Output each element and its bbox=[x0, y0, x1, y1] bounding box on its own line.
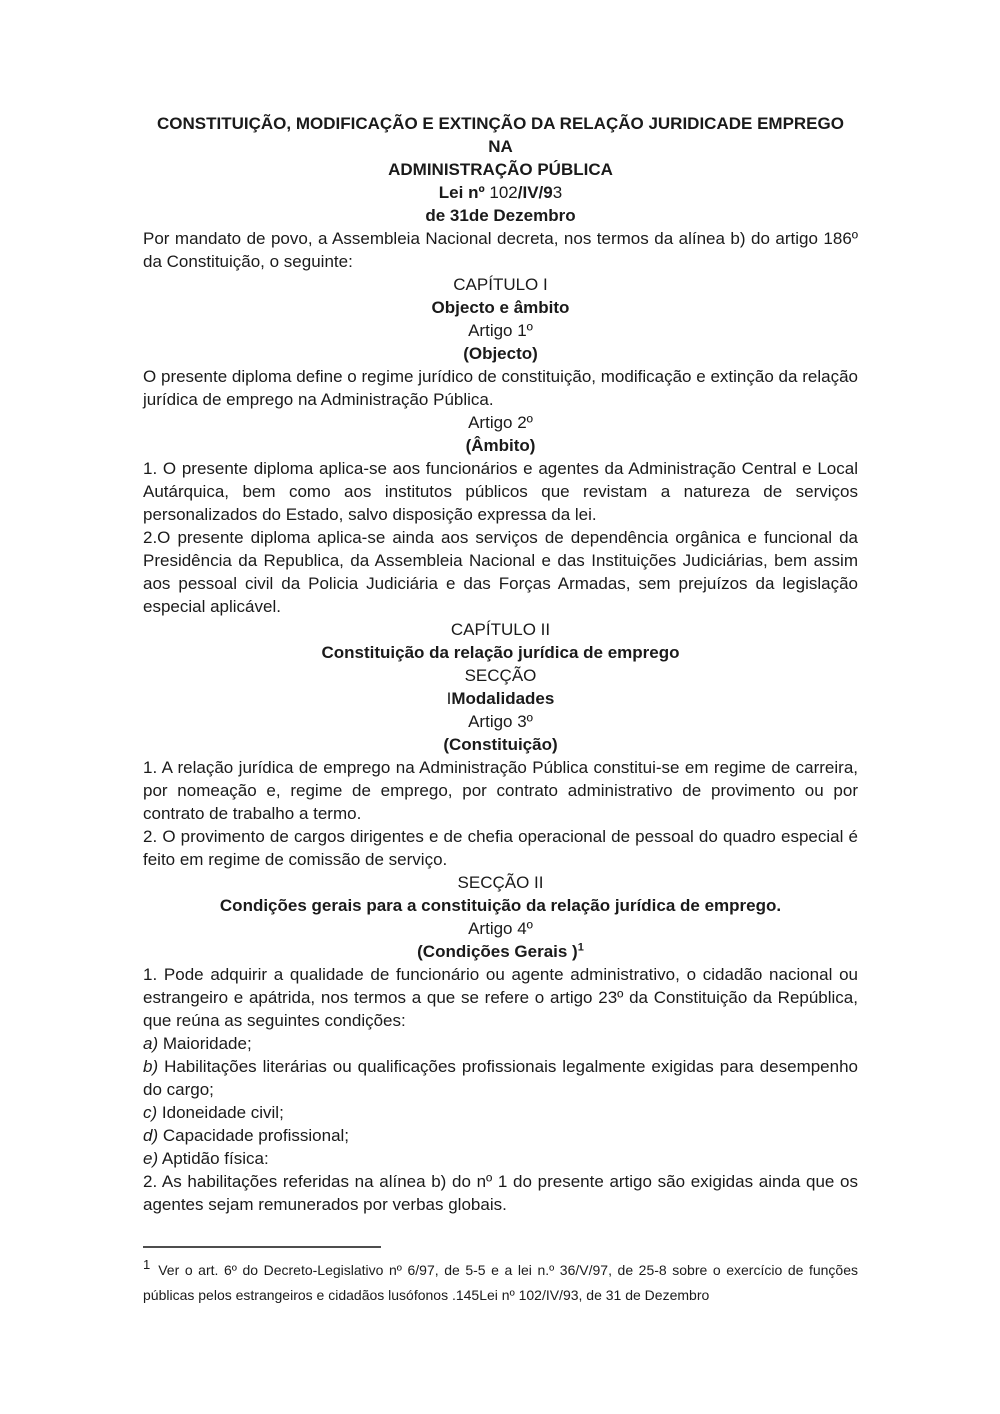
chapter-2-heading bbox=[143, 618, 858, 641]
preamble bbox=[143, 227, 858, 273]
text-run: Artigo 2º bbox=[468, 413, 533, 432]
text-run: (Âmbito) bbox=[465, 436, 536, 455]
law-date bbox=[143, 204, 858, 227]
condition-item-a bbox=[143, 1032, 858, 1055]
text-run: Aptidão física: bbox=[158, 1149, 269, 1168]
footnote-1 bbox=[143, 1258, 858, 1308]
article-4-title bbox=[143, 940, 858, 963]
law-number bbox=[143, 181, 858, 204]
text-run: 1. A relação jurídica de emprego na Administração Pública constitui-se em regime de carreira, por nomeação e, regime de emprego, por contrato administrativo de provimento ou por contrato de trabalho a termo. bbox=[143, 758, 858, 823]
article-2-heading bbox=[143, 411, 858, 434]
text-run: SECÇÃO bbox=[464, 666, 537, 685]
text-run: b) bbox=[143, 1057, 159, 1076]
text-run: Artigo 1º bbox=[468, 321, 533, 340]
text-run: a) bbox=[143, 1034, 159, 1053]
text-run: Ver o art. 6º do Decreto-Legislativo nº 6/97, de 5-5 e a lei n.º 36/V/97, de 25-8 sobre o exercício de funções públicas pelos estrangeiros e cidadãos lusófonos .145Lei nº 102/IV/93, de 31 de Dezembro bbox=[143, 1262, 858, 1303]
document-body bbox=[143, 112, 858, 1308]
text-run: Capacidade profissional; bbox=[158, 1126, 350, 1145]
text-run: (Objecto) bbox=[463, 344, 538, 363]
text-run: Lei nº bbox=[438, 183, 490, 202]
text-run: de 31de Dezembro bbox=[425, 206, 576, 225]
text-run: 3 bbox=[552, 183, 563, 202]
text-run: (Constituição) bbox=[443, 735, 558, 754]
text-run: ADMINISTRAÇÃO PÚBLICA bbox=[388, 160, 613, 179]
text-run: c) bbox=[143, 1103, 158, 1122]
section-1-title bbox=[143, 687, 858, 710]
article-2-item-1 bbox=[143, 457, 858, 526]
text-run: Modalidades bbox=[451, 689, 555, 708]
text-run: Por mandato de povo, a Assembleia Nacional decreta, nos termos da alínea b) do artigo 186º da Constituição, o seguinte: bbox=[143, 229, 858, 271]
text-run: SECÇÃO II bbox=[457, 873, 544, 892]
article-3-heading bbox=[143, 710, 858, 733]
text-run: Artigo 4º bbox=[468, 919, 533, 938]
chapter-2-title bbox=[143, 641, 858, 664]
text-run: 2.O presente diploma aplica-se ainda aos serviços de dependência orgânica e funcional da Presidência da Republica, da Assembleia Nacional e das Instituições Judiciárias, bem assim aos pessoal civil da Policia Judiciária e das Forças Armadas, sem prejuízos da legislação especial aplicável. bbox=[143, 528, 858, 616]
text-run: CONSTITUIÇÃO, MODIFICAÇÃO E EXTINÇÃO DA RELAÇÃO JURIDICADE EMPREGO NA bbox=[157, 114, 844, 156]
text-run: Constituição da relação jurídica de emprego bbox=[321, 643, 680, 662]
text-run: CAPÍTULO II bbox=[450, 620, 551, 639]
text-run: e) bbox=[143, 1149, 159, 1168]
article-1-title bbox=[143, 342, 858, 365]
text-run: Artigo 3º bbox=[468, 712, 533, 731]
text-run: 1. O presente diploma aplica-se aos funcionários e agentes da Administração Central e Local Autárquica, bem como aos institutos públicos que revistam a natureza de serviços personalizados do Estado, salvo disposição expressa da lei. bbox=[143, 459, 858, 524]
text-run: 102 bbox=[489, 183, 518, 202]
article-3-item-1 bbox=[143, 756, 858, 825]
article-1-body bbox=[143, 365, 858, 411]
article-4-item-1 bbox=[143, 963, 858, 1032]
article-4-heading bbox=[143, 917, 858, 940]
article-2-title bbox=[143, 434, 858, 457]
chapter-1-heading bbox=[143, 273, 858, 296]
title-line-1 bbox=[143, 112, 858, 158]
text-run: 1 bbox=[577, 941, 584, 954]
article-2-item-2 bbox=[143, 526, 858, 618]
text-run: (Condições Gerais ) bbox=[417, 942, 578, 961]
text-run: 2. O provimento de cargos dirigentes e de chefia operacional de pessoal do quadro especial é feito em regime de comissão de serviço. bbox=[143, 827, 858, 869]
text-run: 1. Pode adquirir a qualidade de funcionário ou agente administrativo, o cidadão nacional ou estrangeiro e apátrida, nos termos a que se refere o artigo 23º da Constituição da República, que reúna as seguintes condições: bbox=[143, 965, 858, 1030]
condition-item-e bbox=[143, 1147, 858, 1170]
text-run: Condições gerais para a constituição da relação jurídica de emprego. bbox=[219, 896, 782, 915]
text-run: Idoneidade civil; bbox=[157, 1103, 284, 1122]
condition-item-d bbox=[143, 1124, 858, 1147]
text-run: CAPÍTULO I bbox=[453, 275, 548, 294]
article-3-title bbox=[143, 733, 858, 756]
section-2-heading bbox=[143, 871, 858, 894]
article-3-item-2 bbox=[143, 825, 858, 871]
article-1-heading bbox=[143, 319, 858, 342]
condition-item-b bbox=[143, 1055, 858, 1101]
condition-item-c bbox=[143, 1101, 858, 1124]
section-1-heading bbox=[143, 664, 858, 687]
text-run: Maioridade; bbox=[158, 1034, 252, 1053]
text-run: 2. As habilitações referidas na alínea b) do nº 1 do presente artigo são exigidas ainda que os agentes sejam remunerados por verbas globais. bbox=[143, 1172, 858, 1214]
text-run: /IV/9 bbox=[517, 183, 553, 202]
chapter-1-title bbox=[143, 296, 858, 319]
text-run: O presente diploma define o regime jurídico de constituição, modificação e extinção da relação jurídica de emprego na Administração Pública. bbox=[143, 367, 858, 409]
text-run: Objecto e âmbito bbox=[431, 298, 570, 317]
section-2-title bbox=[143, 894, 858, 917]
text-run: Habilitações literárias ou qualificações profissionais legalmente exigidas para desempenho do cargo; bbox=[143, 1057, 858, 1099]
text-run: I bbox=[446, 689, 452, 708]
text-run: 1 bbox=[143, 1257, 151, 1273]
footnote-separator bbox=[143, 1246, 381, 1248]
article-4-item-2 bbox=[143, 1170, 858, 1216]
title-line-2 bbox=[143, 158, 858, 181]
text-run: d) bbox=[143, 1126, 159, 1145]
